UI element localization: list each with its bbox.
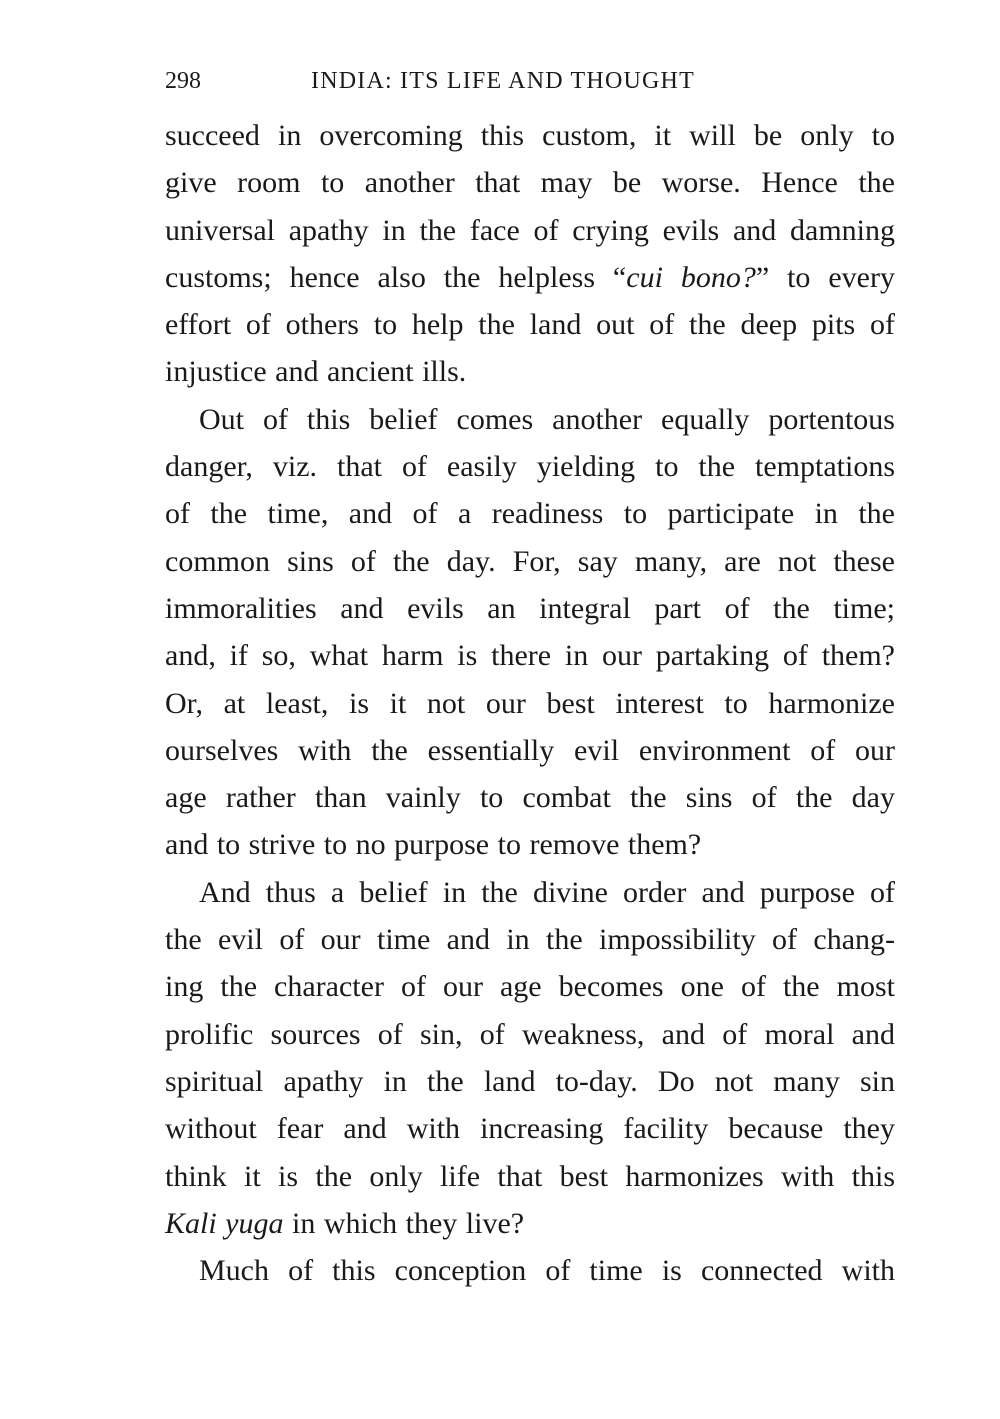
text-line: spiritual apathy in the land to-day. Do not many sin bbox=[165, 1064, 895, 1098]
text-line: age rather than vainly to combat the sins of the day bbox=[165, 781, 895, 815]
italic-phrase: Kali yuga bbox=[165, 1206, 284, 1240]
text-line: universal apathy in the face of crying evils and damning bbox=[165, 213, 895, 247]
text-run: ” to every bbox=[755, 260, 895, 294]
text-line bbox=[165, 1200, 895, 1247]
book-page bbox=[165, 60, 895, 1294]
text-line: the evil of our time and in the impossibility of chang- bbox=[165, 923, 895, 957]
text-line: think it is the only life that best harmonizes with this bbox=[165, 1159, 895, 1193]
text-line: Out of this belief comes another equally portentous bbox=[199, 402, 895, 436]
running-title: INDIA: ITS LIFE AND THOUGHT bbox=[311, 68, 695, 94]
text-line: And thus a belief in the divine order and purpose of bbox=[199, 875, 895, 909]
text-line bbox=[165, 254, 895, 301]
running-head bbox=[165, 60, 895, 100]
text-line: danger, viz. that of easily yielding to the temptations bbox=[165, 450, 895, 484]
text-line: succeed in overcoming this custom, it will be only to bbox=[165, 119, 895, 152]
text-line: and to strive to no purpose to remove them? bbox=[165, 828, 702, 862]
text-line: ourselves with the essentially evil environment of our bbox=[165, 733, 895, 767]
text-line: and, if so, what harm is there in our partaking of them? bbox=[165, 639, 895, 673]
text-line: effort of others to help the land out of the deep pits of bbox=[165, 308, 895, 342]
page-number: 298 bbox=[165, 68, 201, 94]
text-line: prolific sources of sin, of weakness, and of moral and bbox=[165, 1017, 895, 1051]
italic-phrase: cui bono? bbox=[626, 260, 756, 294]
text-line: of the time, and of a readiness to participate in the bbox=[165, 497, 895, 531]
text-line: injustice and ancient ills. bbox=[165, 355, 467, 389]
text-line: common sins of the day. For, say many, are not these bbox=[165, 544, 895, 578]
text-line: ing the character of our age becomes one of the most bbox=[165, 970, 895, 1004]
paragraph-2 bbox=[165, 396, 895, 869]
text-line: Much of this conception of time is connected with bbox=[199, 1254, 895, 1288]
text-line: immoralities and evils an integral part of the time; bbox=[165, 591, 895, 625]
text-line: give room to another that may be worse. Hence the bbox=[165, 166, 895, 200]
paragraph-3 bbox=[165, 869, 895, 1247]
body-text bbox=[165, 112, 895, 1294]
text-line: without fear and with increasing facility because they bbox=[165, 1112, 895, 1146]
paragraph-4 bbox=[165, 1247, 895, 1294]
text-line: Or, at least, is it not our best interest to harmonize bbox=[165, 686, 895, 720]
text-run: in which they live? bbox=[283, 1206, 525, 1240]
text-run: customs; hence also the helpless “ bbox=[165, 260, 627, 294]
paragraph-1 bbox=[165, 112, 895, 396]
